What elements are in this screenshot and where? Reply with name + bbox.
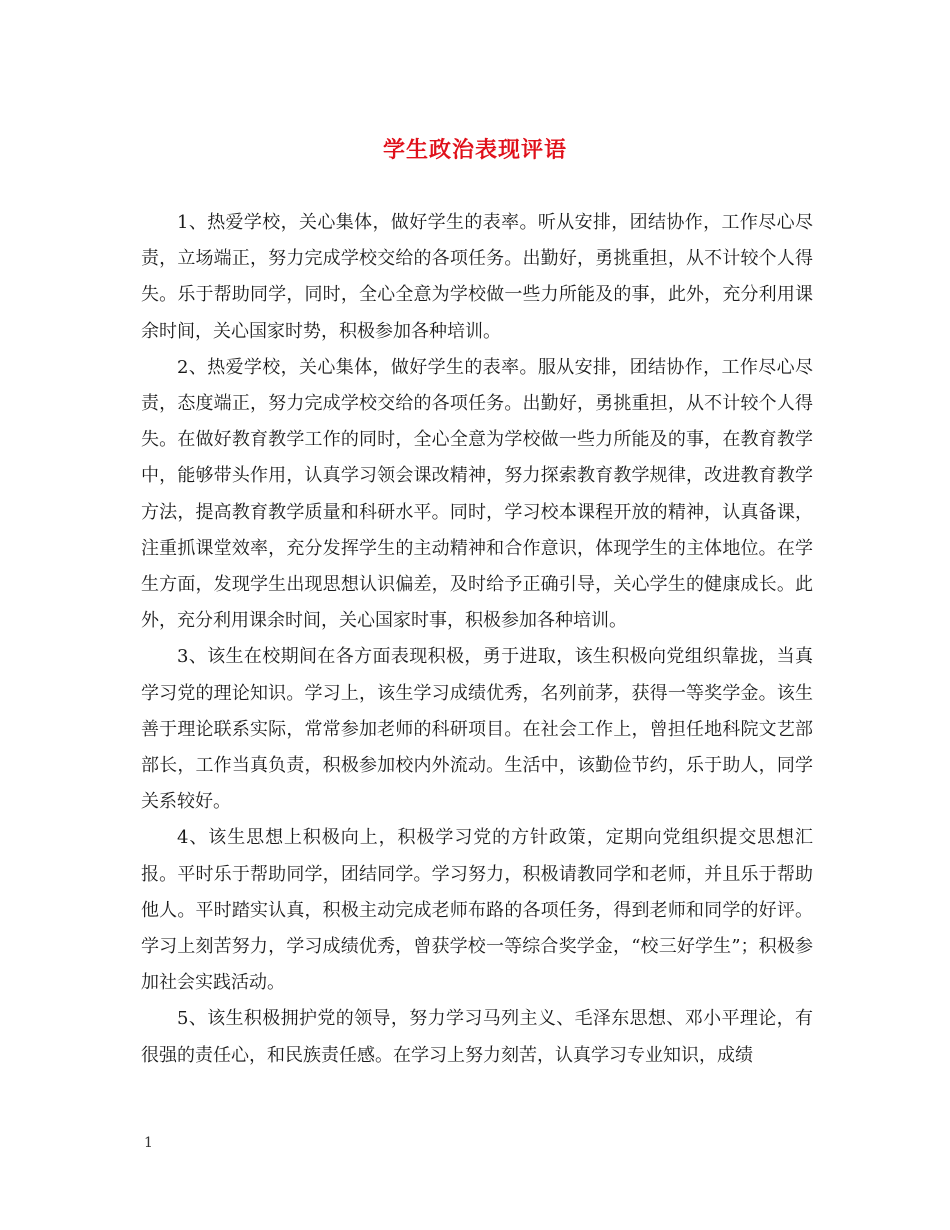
paragraph-1: 1、热爱学校，关心集体，做好学生的表率。听从安排，团结协作，工作尽心尽责，立场端正，努力完成学校交给的各项任务。出勤好，勇挑重担，从不计较个人得失。乐于帮助同学，同时，全心全意为学校做一些力所能及的事，此外，充分利用课余时间，关心国家时势，积极参加各种培训。 [141,212,813,342]
paragraph-3: 3、该生在校期间在各方面表现积极，勇于进取，该生积极向党组织靠拢，当真学习党的理论知识。学习上，该生学习成绩优秀，名列前茅，获得一等奖学金。该生善于理论联系实际，常常参加老师的科研项目。在社会工作上，曾担任地科院文艺部部长，工作当真负责，积极参加校内外流动。生活中，该勤俭节约，乐于助人，同学关系较好。 [141,646,813,813]
paragraph-2: 2、热爱学校，关心集体，做好学生的表率。服从安排，团结协作，工作尽心尽责，态度端正，努力完成学校交给的各项任务。出勤好，勇挑重担，从不计较个人得失。在做好教育教学工作的同时，全心全意为学校做一些力所能及的事，在教育教学中，能够带头作用，认真学习领会课改精神，努力探索教育教学规律，改进教育教学方法，提高教育教学质量和科研水平。同时，学习校本课程开放的精神，认真备课，注重抓课堂效率，充分发挥学生的主动精神和合作意识，体现学生的主体地位。在学生方面，发现学生出现思想认识偏差，及时给予正确引导，关心学生的健康成长。此外，充分利用课余时间，关心国家时事，积极参加各种培训。 [141,356,813,632]
paragraph-5: 5、该生积极拥护党的领导，努力学习马列主义、毛泽东思想、邓小平理论，有很强的责任心，和民族责任感。在学习上努力刻苦，认真学习专业知识，成绩 [141,1008,813,1066]
page-number: 1 [144,1135,153,1151]
document-body [141,205,813,1074]
paragraph-4: 4、该生思想上积极向上，积极学习党的方针政策，定期向党组织提交思想汇报。平时乐于帮助同学，团结同学。学习努力，积极请教同学和老师，并且乐于帮助他人。平时踏实认真，积极主动完成老师布路的各项任务，得到老师和同学的好评。学习上刻苦努力，学习成绩优秀，曾获学校一等综合奖学金，“校三好学生”；积极参加社会实践活动。 [141,827,813,994]
document-title: 学生政治表现评语 [382,137,567,163]
